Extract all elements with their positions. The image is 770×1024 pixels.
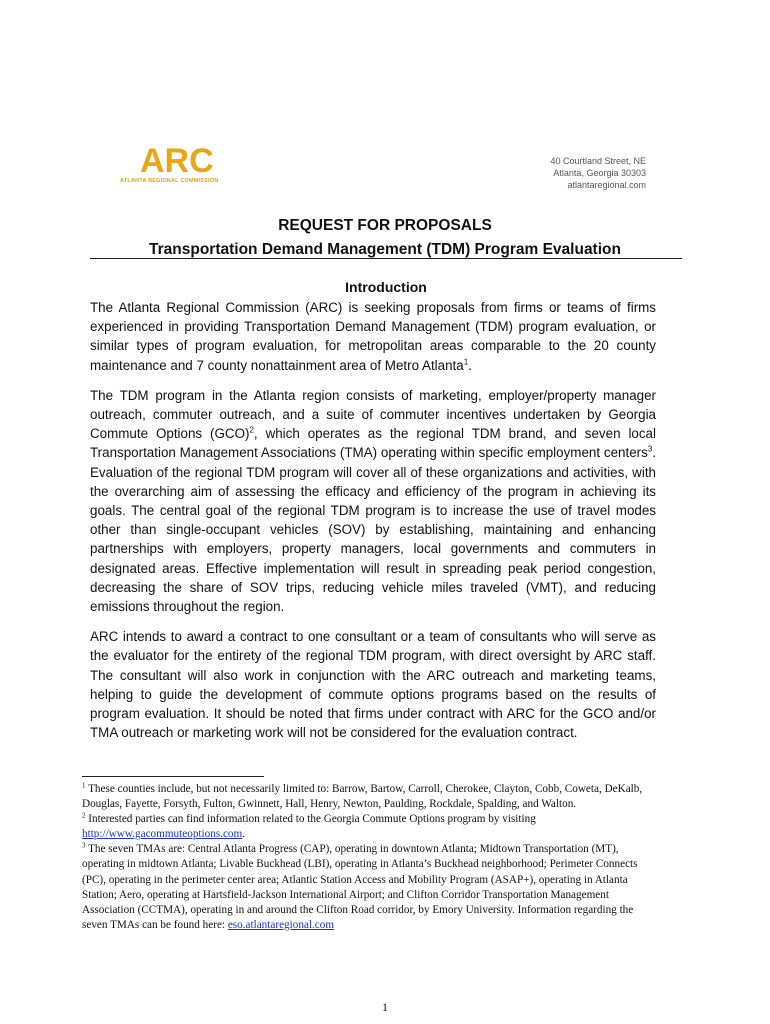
address-city: Atlanta, Georgia 30303 bbox=[553, 168, 646, 178]
footnotes bbox=[82, 782, 660, 933]
office-address bbox=[506, 155, 646, 191]
arc-logo-text: ARC bbox=[140, 142, 214, 178]
footnote-2-number: 2 bbox=[82, 811, 86, 820]
arc-logo bbox=[120, 142, 230, 190]
tma-info-link[interactable]: eso.atlantaregional.com bbox=[227, 918, 335, 931]
footnote-1-text: These counties include, but not necessarily limited to: Barrow, Bartow, Carroll, Cherokee, Clayton, Cobb, Coweta, DeKalb, Douglas, Fayette, Forsyth, Fulton, Gwinnett, Hall, Henry, Newton, Paulding, Rockdale, Spalding, and Walton. bbox=[82, 783, 643, 811]
introduction-heading: Introduction bbox=[345, 279, 427, 295]
footnote-3-text: The seven TMAs are: Central Atlanta Progress (CAP), operating in downtown Atlanta; Midtown Transportation (MT), operating in midtown Atlanta; Livable Buckhead (LBI), operating in Atlanta’s Buckhead neighborhood; Perimeter Connects (PC), operating in the perimeter center area; Atlantic Station Access and Mobility Program (ASAP+), operating in Atlanta Station; Aero, operating at Hartsfield-Jackson International Airport; and Clifton Corridor Transportation Management Association (CCTMA), operating in and around the Clifton Road corridor, by Emory University. Information regarding the seven TMAs can be found here: bbox=[82, 843, 638, 931]
intro-paragraph-1-end: . bbox=[468, 357, 472, 373]
address-website[interactable]: atlantaregional.com bbox=[567, 180, 646, 190]
title-line-2: Transportation Demand Management (TDM) Program Evaluation bbox=[149, 241, 621, 258]
footnote-ref-2[interactable]: 2 bbox=[249, 425, 254, 435]
intro-paragraph-2-part1: The TDM program in the Atlanta region consists of marketing, employer/property manager outreach, commuter outreach, and a suite of commuter incentives undertaken by Georgia Commute Options (GCO) bbox=[90, 387, 656, 442]
arc-logo-mark bbox=[120, 142, 230, 178]
footnote-3-number: 3 bbox=[82, 841, 86, 850]
footnote-3 bbox=[82, 842, 660, 933]
footnote-2-text: Interested parties can find information related to the Georgia Commute Options program by visiting bbox=[85, 813, 536, 826]
introduction-body bbox=[90, 298, 656, 753]
intro-paragraph-2 bbox=[90, 386, 656, 616]
gco-website-link[interactable]: http://www.gacommuteoptions.com bbox=[82, 828, 243, 841]
footnote-ref-1[interactable]: 1 bbox=[463, 357, 469, 367]
footnote-ref-3[interactable]: 3 bbox=[647, 444, 653, 454]
intro-paragraph-2-part2: , which operates as the regional TDM brand, and seven local Transportation Management Associations (TMA) operating within specific employment centers bbox=[90, 426, 656, 461]
intro-paragraph-1-text: The Atlanta Regional Commission (ARC) is seeking proposals from firms or teams of firms experienced in providing Transportation Demand Management (TDM) program evaluation, or similar types of program evaluation, for metropolitan areas comparable to the 20 county maintenance and 7 county nonattainment area of Metro Atlanta bbox=[90, 300, 656, 373]
footnote-2-end: . bbox=[242, 828, 246, 841]
arc-logo-subtitle: ATLANTA REGIONAL COMMISSION bbox=[120, 178, 219, 184]
footnote-2 bbox=[82, 812, 660, 842]
intro-paragraph-2-part3: . Evaluation of the regional TDM program will cover all of these organizations and activities, with the overarching aim of assessing the efficacy and efficiency of the program in achieving its goals. The central goal of the regional TDM program is to increase the use of travel modes other than single-occupant vehicles (SOV) by establishing, maintaining and enhancing partnerships with employers, property managers, local governments and commuters in designated areas. Effective implementation will result in spreading peak period congestion, decreasing the share of SOV trips, reducing vehicle miles traveled (VMT), and reducing emissions throughout the region. bbox=[90, 445, 656, 615]
title-divider bbox=[90, 258, 682, 259]
document-title bbox=[90, 214, 680, 262]
footnote-divider bbox=[82, 776, 264, 777]
footnote-1-number: 1 bbox=[82, 781, 86, 790]
title-line-1: REQUEST FOR PROPOSALS bbox=[278, 217, 492, 234]
intro-paragraph-3: ARC intends to award a contract to one consultant or a team of consultants who will serve as the evaluator for the entirety of the regional TDM program, with direct oversight by ARC staff. The consultant will also work in conjunction with the ARC outreach and marketing teams, helping to guide the development of commute options programs based on the results of program evaluation. It should be noted that firms under contract with ARC for the GCO and/or TMA outreach or marketing work will not be considered for the evaluation contract. bbox=[90, 629, 656, 741]
intro-paragraph-1 bbox=[90, 298, 656, 375]
address-street: 40 Courtland Street, NE bbox=[550, 156, 646, 166]
page-number: 1 bbox=[382, 1000, 388, 1014]
footnote-1 bbox=[82, 782, 660, 812]
